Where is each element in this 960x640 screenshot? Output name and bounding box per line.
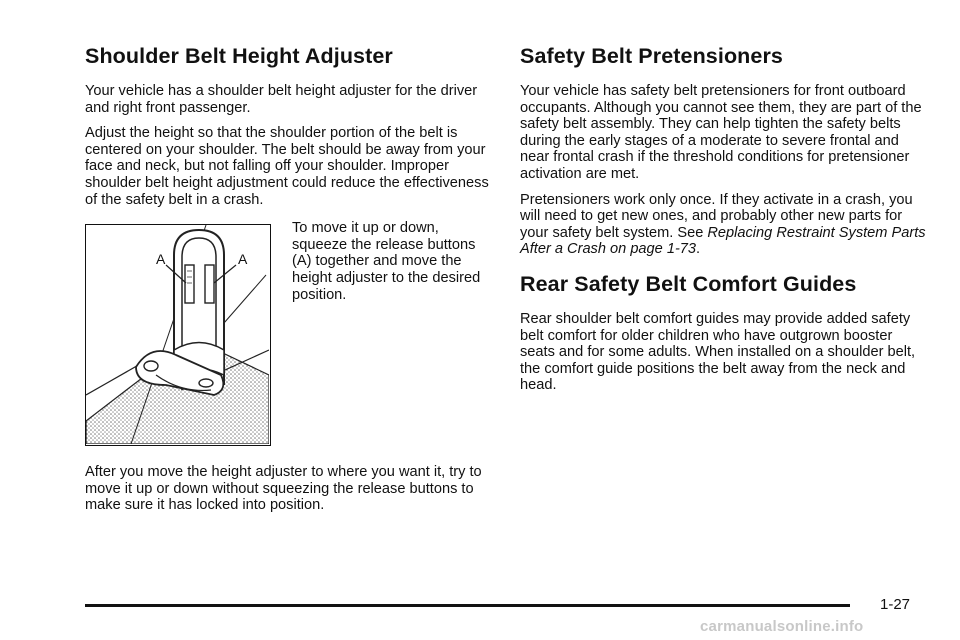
paragraph-pretensioners-once — [520, 192, 930, 258]
paragraph-pretensioners-intro: Your vehicle has safety belt pretensioners for front outboard occupants. Although you cannot see them, they are part of the safety belt assembly. They can help tighten the safety belts during the early stages of a moderate to severe frontal and near frontal crash if the threshold conditions for pretensioner activation are met. — [520, 83, 922, 182]
page-number: 1-27 — [880, 596, 911, 613]
paragraph-pretensioners-once-text: Pretensioners work only once. If they activate in a crash, you will need to get new ones, and probably other new parts for your safety belt system. See — [520, 191, 913, 241]
cross-reference-link[interactable]: Replacing Restraint System Parts After a Crash on page 1-73 — [520, 224, 926, 258]
callout-label-a-left: A — [156, 251, 166, 268]
release-button-right — [205, 265, 214, 303]
figure-caption — [292, 220, 492, 303]
belt-adjuster-drawing — [86, 225, 269, 444]
paragraph-after-adjusting: After you move the height adjuster to where you want it, try to move it up or down without squeezing the release buttons to make sure it has locked into position. — [85, 464, 482, 514]
right-column — [520, 44, 930, 403]
paragraph-end-period: . — [696, 241, 701, 258]
left-column — [85, 44, 495, 523]
heading-shoulder-belt-height-adjuster: Shoulder Belt Height Adjuster — [85, 44, 393, 68]
heading-safety-belt-pretensioners: Safety Belt Pretensioners — [520, 44, 783, 68]
footer-rule — [85, 604, 850, 607]
heading-rear-comfort-guides: Rear Safety Belt Comfort Guides — [520, 271, 857, 296]
caption-text: To move it up or down, squeeze the release buttons (A) together and move the height adjuster to the desired position. — [292, 220, 481, 303]
watermark: carmanualsonline.info — [700, 618, 864, 635]
paragraph-comfort-guides: Rear shoulder belt comfort guides may provide added safety belt comfort for older children who have outgrown booster seats and for some adults. When installed on a shoulder belt, the comfort guide positions the belt away from the neck and head. — [520, 310, 916, 394]
belt-adjuster-illustration — [85, 224, 271, 446]
paragraph-adjuster-intro: Your vehicle has a shoulder belt height adjuster for the driver and right front passenger. — [85, 83, 478, 116]
paragraph-adjust-height: Adjust the height so that the shoulder portion of the belt is centered on your shoulder. The belt should be away from your face and neck, but not falling off your shoulder. Improper shoulder belt height adjustment could reduce the effectiveness of the safety belt in a crash. — [85, 125, 489, 208]
callout-label-a-right: A — [238, 251, 248, 268]
figure-row — [85, 220, 495, 454]
